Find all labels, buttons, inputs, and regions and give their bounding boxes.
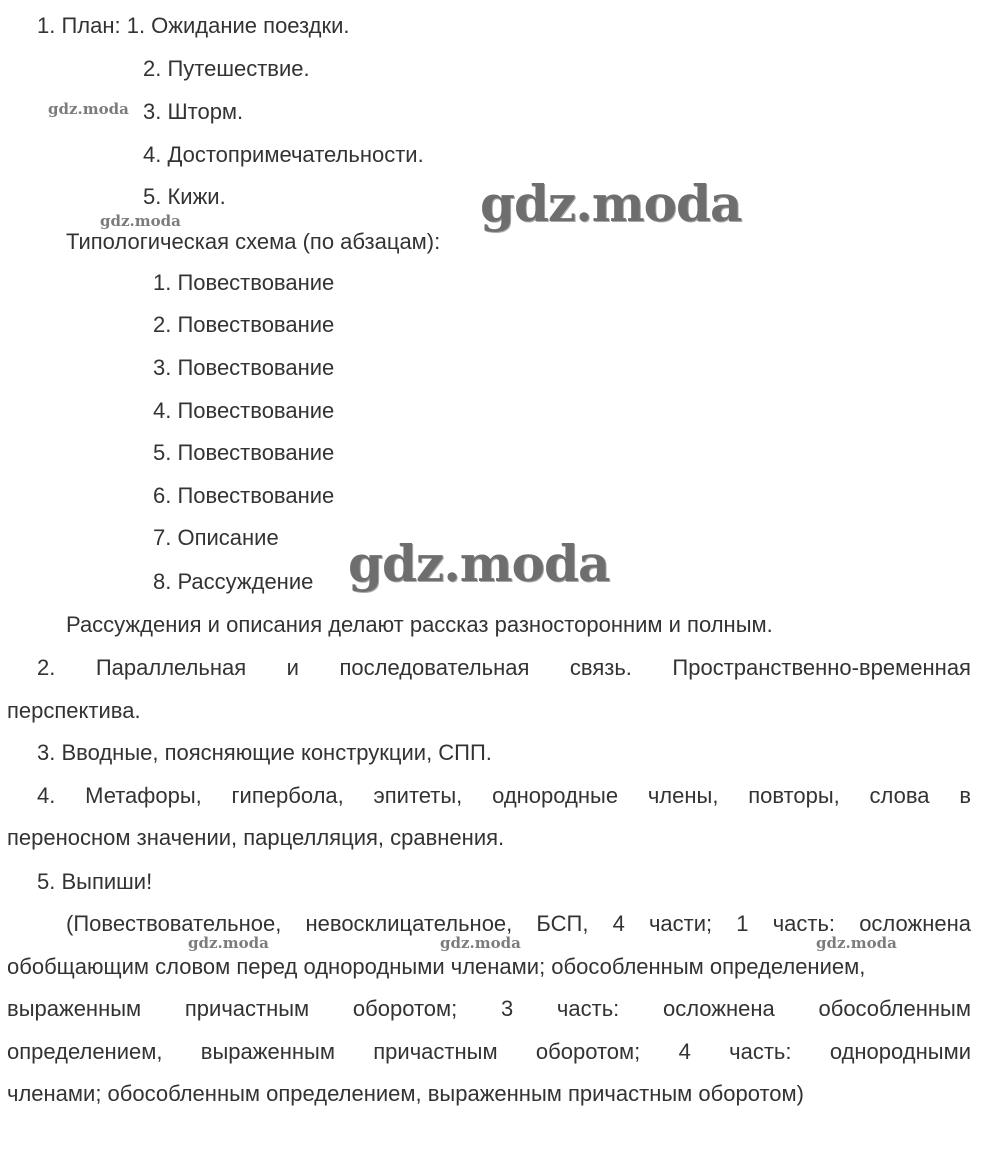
- typology-item: 4. Повествование: [153, 398, 335, 423]
- word: оборотом;: [352, 996, 458, 1021]
- word: однородные: [492, 783, 619, 808]
- word: оборотом;: [535, 1039, 641, 1064]
- word: 3: [500, 996, 514, 1021]
- word: в: [959, 783, 971, 808]
- word: Пространственно-временная: [672, 655, 971, 680]
- answer5-line5: членами; обособленным определением, выраженным причастным оборотом): [7, 1081, 804, 1106]
- typology-item: 2. Повествование: [153, 312, 335, 337]
- answer5-line3: [7, 996, 971, 1022]
- word: причастным: [373, 1039, 498, 1064]
- watermark-logo: gdz.moda: [348, 534, 610, 593]
- word: члены,: [647, 783, 719, 808]
- answer5-line2: обобщающим словом перед однородными членами; обособленным определением,: [7, 954, 866, 979]
- word: часть:: [556, 996, 620, 1021]
- typology-title: Типологическая схема (по абзацам):: [66, 229, 441, 254]
- word: обособленным: [818, 996, 971, 1021]
- typology-item: 8. Рассуждение: [153, 569, 314, 594]
- word: последовательная: [339, 655, 530, 680]
- word: 4.: [37, 783, 56, 808]
- word: определением,: [7, 1039, 163, 1064]
- word: Метафоры,: [85, 783, 202, 808]
- typology-item: 3. Повествование: [153, 355, 335, 380]
- word: часть:: [729, 1039, 792, 1064]
- answer4-line1: [37, 783, 971, 809]
- answer4-line2: переносном значении, парцелляция, сравнения.: [7, 825, 505, 850]
- plan-label: 1. План: 1. Ожидание поездки.: [37, 13, 350, 38]
- answer5-title: 5. Выпиши!: [37, 869, 153, 894]
- typology-item: 5. Повествование: [153, 440, 335, 465]
- word: связь.: [569, 655, 632, 680]
- word: (Повествовательное,: [66, 911, 282, 936]
- word: 2.: [37, 655, 56, 680]
- word: 1: [736, 911, 749, 936]
- answer5-line4: [7, 1039, 971, 1065]
- plan-item: 3. Шторм.: [143, 99, 244, 124]
- typology-item: 7. Описание: [153, 525, 279, 550]
- word: 4: [678, 1039, 691, 1064]
- watermark-logo: gdz.moda: [480, 174, 742, 233]
- word: Параллельная: [95, 655, 247, 680]
- word: 4: [612, 911, 625, 936]
- word: однородными: [829, 1039, 971, 1064]
- plan-item: 2. Путешествие.: [143, 56, 310, 81]
- word: выраженным: [7, 996, 142, 1021]
- answer2-line2: перспектива.: [7, 698, 141, 723]
- word: части;: [648, 911, 713, 936]
- typology-item: 1. Повествование: [153, 270, 335, 295]
- word: выраженным: [200, 1039, 335, 1064]
- word: гипербола,: [231, 783, 344, 808]
- answer3-text: 3. Вводные, поясняющие конструкции, СПП.: [37, 740, 492, 765]
- word: эпитеты,: [373, 783, 463, 808]
- conclusion-text: Рассуждения и описания делают рассказ разносторонним и полным.: [66, 612, 773, 637]
- word: причастным: [184, 996, 310, 1021]
- plan-item: 4. Достопримечательности.: [143, 142, 424, 167]
- answer2-line1: [37, 655, 971, 681]
- typology-item: 6. Повествование: [153, 483, 335, 508]
- watermark-logo: gdz.moda: [816, 934, 897, 952]
- watermark-logo: gdz.moda: [188, 934, 269, 952]
- word: слова: [869, 783, 930, 808]
- watermark-logo: gdz.moda: [440, 934, 521, 952]
- word: осложнена: [662, 996, 775, 1021]
- watermark-logo: gdz.moda: [100, 212, 181, 230]
- word: невосклицательное,: [305, 911, 513, 936]
- word: БСП,: [536, 911, 589, 936]
- watermark-logo: gdz.moda: [48, 100, 129, 118]
- word: повторы,: [748, 783, 840, 808]
- word: осложнена: [859, 911, 971, 936]
- plan-item: 5. Кижи.: [143, 184, 226, 209]
- word: часть:: [772, 911, 836, 936]
- word: и: [286, 655, 299, 680]
